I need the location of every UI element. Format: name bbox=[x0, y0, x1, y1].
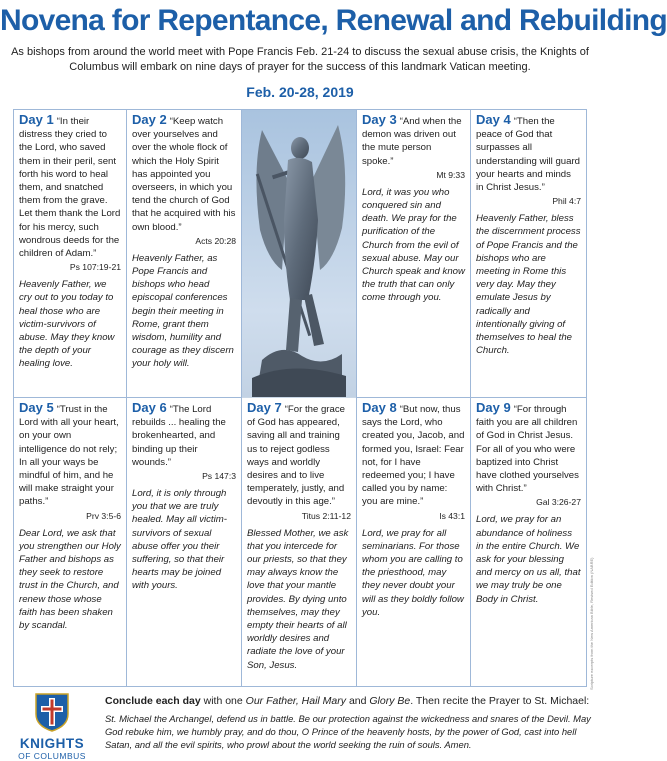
novena-dates: Feb. 20-28, 2019 bbox=[246, 84, 354, 100]
day-3-card bbox=[357, 110, 470, 397]
day-label: Day 6 bbox=[132, 400, 167, 415]
scripture-quote: “In their distress they cried to the Lord, who saved them in their peril, sent forth his word to heal them, and snatched them from the grave. Let them thank the Lord for his mercy, such wondrous deeds for the children of Adam.” bbox=[19, 116, 121, 260]
intro-text: As bishops from around the world meet with Pope Francis Feb. 21-24 to discuss the sexual abuse crisis, the Knights of Columbus will embark on nine days of prayer for the success of this landmark Vatican meeting. bbox=[11, 46, 589, 73]
logo-text-knights: KNIGHTS bbox=[19, 736, 85, 751]
day-label: Day 4 bbox=[476, 112, 511, 127]
conclude-text: with one bbox=[200, 695, 246, 707]
day-4-card bbox=[471, 110, 586, 397]
scripture-quote: “Keep watch over yourselves and over the whole flock of which the Holy Spirit has appointed you overseers, in which you tend the church of God that he acquired with his own blood.” bbox=[132, 116, 236, 233]
conclude-text: . Then recite the Prayer to St. Michael: bbox=[410, 695, 590, 707]
day-prayer: Dear Lord, we ask that you strengthen our Holy Father and bishops as they seek to restore trust in the Church, and renew those whose faith has been shaken by scandal. bbox=[19, 527, 121, 632]
day-1-card bbox=[14, 110, 126, 397]
day-5-card bbox=[14, 398, 126, 686]
archangel-statue-icon bbox=[242, 110, 356, 397]
day-9-card bbox=[471, 398, 586, 686]
scripture-quote: “For the grace of God has appeared, saving all and training us to reject godless ways and worldly desires and to live temperately, justly, and devoutly in this age.” bbox=[247, 404, 345, 508]
day-label: Day 1 bbox=[19, 112, 54, 127]
day-label: Day 9 bbox=[476, 400, 511, 415]
day-label: Day 2 bbox=[132, 112, 167, 127]
day-prayer: Blessed Mother, we ask that you intercede for our priests, so that they may always know the love that your mantle provides. By dying unto themselves, may they empty their hearts of all worldly desires and radiate the love of your Son, Jesus. bbox=[247, 527, 349, 671]
day-prayer: Lord, it was you who conquered sin and death. We pray for the purification of the Church from the evil of sexual abuse. May our Church speak and know the truth that can only come through you. bbox=[362, 186, 465, 304]
conclude-bold: Conclude each day bbox=[105, 695, 201, 707]
day-7-card bbox=[242, 398, 356, 686]
emblem-icon bbox=[32, 692, 72, 732]
day-prayer: Lord, we pray for an abundance of holiness in the entire Church. We ask for your blessing and mercy on us all, that we may truly be one Body in Christ. bbox=[476, 514, 581, 605]
novena-grid bbox=[13, 109, 587, 687]
conclude-instructions bbox=[105, 694, 595, 708]
scripture-quote: “But now, thus says the Lord, who created you, Jacob, and formed you, Israel: Fear not, for I have redeemed you; I have called you by name: you are mine.” bbox=[362, 404, 465, 508]
scripture-reference: Ps 107:19-21 bbox=[69, 262, 121, 273]
archangel-statue-image bbox=[242, 110, 356, 398]
conclude-glory-be: Glory Be bbox=[369, 695, 411, 707]
day-label: Day 7 bbox=[247, 400, 282, 415]
conclude-prayers: Our Father, Hail Mary bbox=[245, 695, 347, 707]
copyright-note: Scripture excerpts from the New American Bible, Revised Edition (NABRE) bbox=[589, 557, 594, 690]
day-prayer: Heavenly Father, as Pope Francis and bishops who head episcopal conferences begin their meeting in Rome, grant them wisdom, humility and courage as they discern your holy will. bbox=[132, 252, 234, 370]
day-prayer: Lord, we pray for all seminarians. For those whom you are calling to the priesthood, may they never doubt your will as they boldly follow you. bbox=[362, 527, 464, 618]
day-6-card bbox=[127, 398, 241, 686]
st-michael-prayer: St. Michael the Archangel, defend us in battle. Be our protection against the wickedness and snares of the Devil. May God rebuke him, we humbly pray, and do thou, O Prince of the heavenly hosts, by the power of God, cast into hell Satan, and all the evil spirits, who prowl about the world seeking the ruin of souls. Amen. bbox=[105, 713, 591, 750]
scripture-reference: Ps 147:3 bbox=[202, 471, 236, 482]
day-label: Day 3 bbox=[362, 112, 397, 127]
scripture-quote: “The Lord rebuilds ... healing the brokenhearted, and binding up their wounds.” bbox=[132, 404, 226, 468]
scripture-quote: “And when the demon was driven out the mute person spoke.” bbox=[362, 116, 462, 167]
scripture-reference: Phil 4:7 bbox=[552, 196, 581, 207]
conclude-text: and bbox=[346, 695, 370, 707]
scripture-reference: Titus 2:11-12 bbox=[301, 510, 351, 521]
day-label: Day 8 bbox=[362, 400, 397, 415]
scripture-quote: “For through faith you are all children of God in Christ Jesus. For all of you who were baptized into Christ have clothed yourselves with Christ.” bbox=[476, 404, 579, 495]
scripture-quote: “Then the peace of God that surpasses all understanding will guard your hearts and minds in Christ Jesus.” bbox=[476, 116, 580, 194]
knights-of-columbus-logo bbox=[13, 692, 91, 761]
day-label: Day 5 bbox=[19, 400, 54, 415]
scripture-reference: Mt 9:33 bbox=[436, 169, 465, 180]
scripture-reference: Gal 3:26-27 bbox=[536, 497, 581, 508]
day-prayer: Lord, it is only through you that we are truly healed. May all victim-survivors of sexual abuse offer you their suffering, so that their hearts may be joined with yours. bbox=[132, 488, 227, 592]
scripture-reference: Prv 3:5-6 bbox=[86, 510, 121, 521]
day-prayer: Heavenly Father, we cry out to you today to heal those who are victim-survivors of abuse. May they know the depth of your healing love. bbox=[19, 279, 115, 370]
page-title: Novena for Repentance, Renewal and Rebuilding bbox=[0, 4, 667, 37]
scripture-reference: Is 43:1 bbox=[439, 510, 465, 521]
day-2-card bbox=[127, 110, 241, 397]
scripture-reference: Acts 20:28 bbox=[195, 235, 236, 246]
scripture-quote: “Trust in the Lord with all your heart, on your own intelligence do not rely; In all your ways be mindful of him, and he will make straight your paths.” bbox=[19, 404, 119, 508]
day-prayer: Heavenly Father, bless the discernment process of Pope Francis and the bishops who are meeting in Rome this very day. May they emulate Jesus by radically and intentionally giving of themselves to heal the Church. bbox=[476, 213, 581, 357]
logo-text-columbus: OF COLUMBUS bbox=[18, 751, 86, 761]
day-8-card bbox=[357, 398, 470, 686]
